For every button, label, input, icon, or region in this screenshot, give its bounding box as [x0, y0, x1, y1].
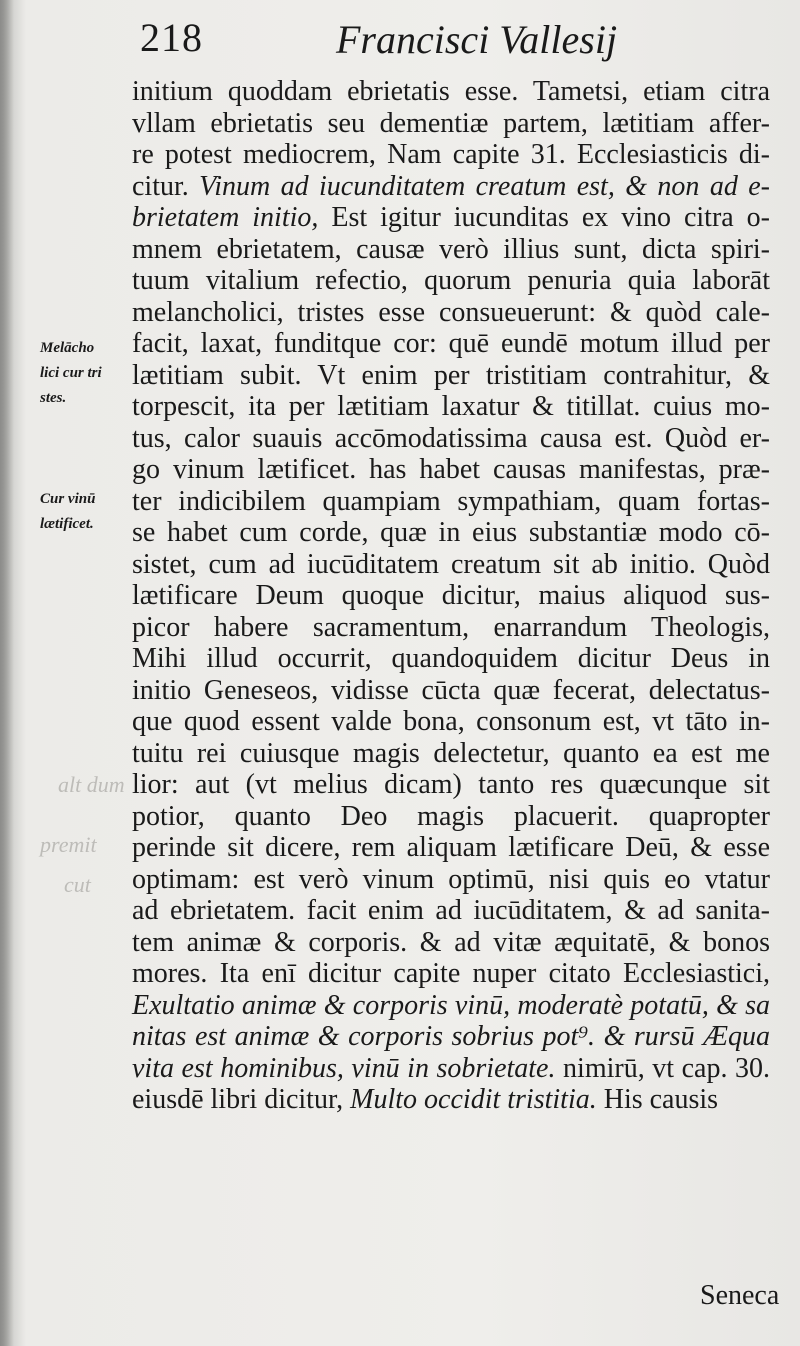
text-line: ter indicibilem quampiam sympathiam, quam fortas- — [132, 485, 770, 517]
text-line: facit, laxat, funditque cor: quē eundē motum illud per — [132, 328, 770, 359]
text-line: tus, calor suauis accōmodatissima causa est. Quòd er- — [132, 422, 770, 454]
text-line: tuitu rei cuiusque magis delectetur, quanto ea est me — [132, 737, 770, 769]
text-line: vita est hominibus, vinū in sobrietate. nimirū, vt cap. 30. — [132, 1052, 770, 1084]
text-line: citur. Vinum ad iucunditatem creatum est, & non ad e- — [132, 170, 770, 202]
marginal-note-line: lætificet. — [40, 516, 94, 532]
text-line: initio Geneseos, vidisse cūcta quæ fecerat, delectatus- — [132, 674, 770, 706]
page-number: 218 — [140, 15, 203, 60]
page-header — [0, 14, 800, 64]
marginal-note-line: Melācho — [40, 340, 95, 356]
faint-mark: alt dum — [58, 772, 125, 797]
text-line: nitas est animæ & corporis sobrius pot⁹. & rursū Æqua — [132, 1021, 770, 1052]
text-line: mnem ebrietatem, causæ verò illius sunt, dicta spiri- — [132, 233, 770, 265]
text-line: ad ebrietatem. facit enim ad iucūditatem, & ad sanita- — [132, 895, 770, 926]
text-line: Mihi illud occurrit, quandoquidem dicitur Deus in — [132, 643, 770, 674]
text-line: que quod essent valde bona, consonum est, vt tāto in- — [132, 706, 770, 737]
text-line: Exultatio animæ & corporis vinū, moderatè potatū, & sa — [132, 989, 770, 1021]
text-line: brietatem initio, Est igitur iucunditas ex vino citra o- — [132, 202, 770, 233]
text-line: eiusdē libri dicitur, Multo occidit tristitia. His causis — [132, 1084, 719, 1115]
text-line: potior, quanto Deo magis placuerit. quapropter — [132, 800, 770, 832]
text-line: go vinum lætificet. has habet causas manifestas, præ- — [132, 454, 770, 485]
text-line: perinde sit dicere, rem aliquam lætificare Deū, & esse — [132, 832, 770, 863]
text-line: torpescit, ita per lætitiam laxatur & titillat. cuius mo- — [132, 391, 770, 422]
marginal-note-melancholici — [40, 336, 132, 411]
marginal-note-vinum — [40, 487, 132, 537]
text-line: melancholici, tristes esse consueuerunt: & quòd cale- — [132, 296, 770, 328]
text-line: lætitiam subit. Vt enim per tristitiam contrahitur, & — [132, 359, 770, 391]
text-line: se habet cum corde, quæ in eius substantiæ modo cō- — [132, 517, 770, 548]
marginal-note-line: lici cur tri — [40, 365, 102, 381]
text-line: sistet, cum ad iucūditatem creatum sit ab initio. Quòd — [132, 548, 770, 580]
text-line: mores. Ita enī dicitur capite nuper citato Ecclesiastici, — [132, 958, 770, 989]
text-line: picor habere sacramentum, enarrandum Theologis, — [132, 611, 770, 643]
body-text — [132, 76, 770, 1116]
text-line: lior: aut (vt melius dicam) tanto res quæcunque sit — [132, 769, 770, 800]
gutter-shadow — [0, 0, 14, 1346]
catchword: Seneca — [700, 1280, 780, 1311]
text-line: initium quoddam ebrietatis esse. Tametsi, etiam citra — [132, 76, 770, 107]
faint-mark: premit — [40, 832, 97, 857]
text-line: optimam: est verò vinum optimū, nisi quis eo vtatur — [132, 863, 770, 895]
running-head: Francisci Vallesij — [336, 17, 618, 62]
text-line: tuum vitalium refectio, quorum penuria quia laborāt — [132, 265, 770, 296]
marginal-note-line: stes. — [40, 390, 67, 406]
text-line: re potest mediocrem, Nam capite 31. Ecclesiasticis di- — [132, 139, 770, 170]
text-line: vllam ebrietatis seu dementiæ partem, lætitiam affer- — [132, 107, 770, 139]
marginal-note-line: Cur vinū — [40, 491, 96, 507]
text-line: lætificare Deum quoque dicitur, maius aliquod sus- — [132, 580, 770, 611]
faint-mark: cut — [64, 872, 91, 897]
text-line: tem animæ & corporis. & ad vitæ æquitatē, & bonos — [132, 926, 770, 958]
